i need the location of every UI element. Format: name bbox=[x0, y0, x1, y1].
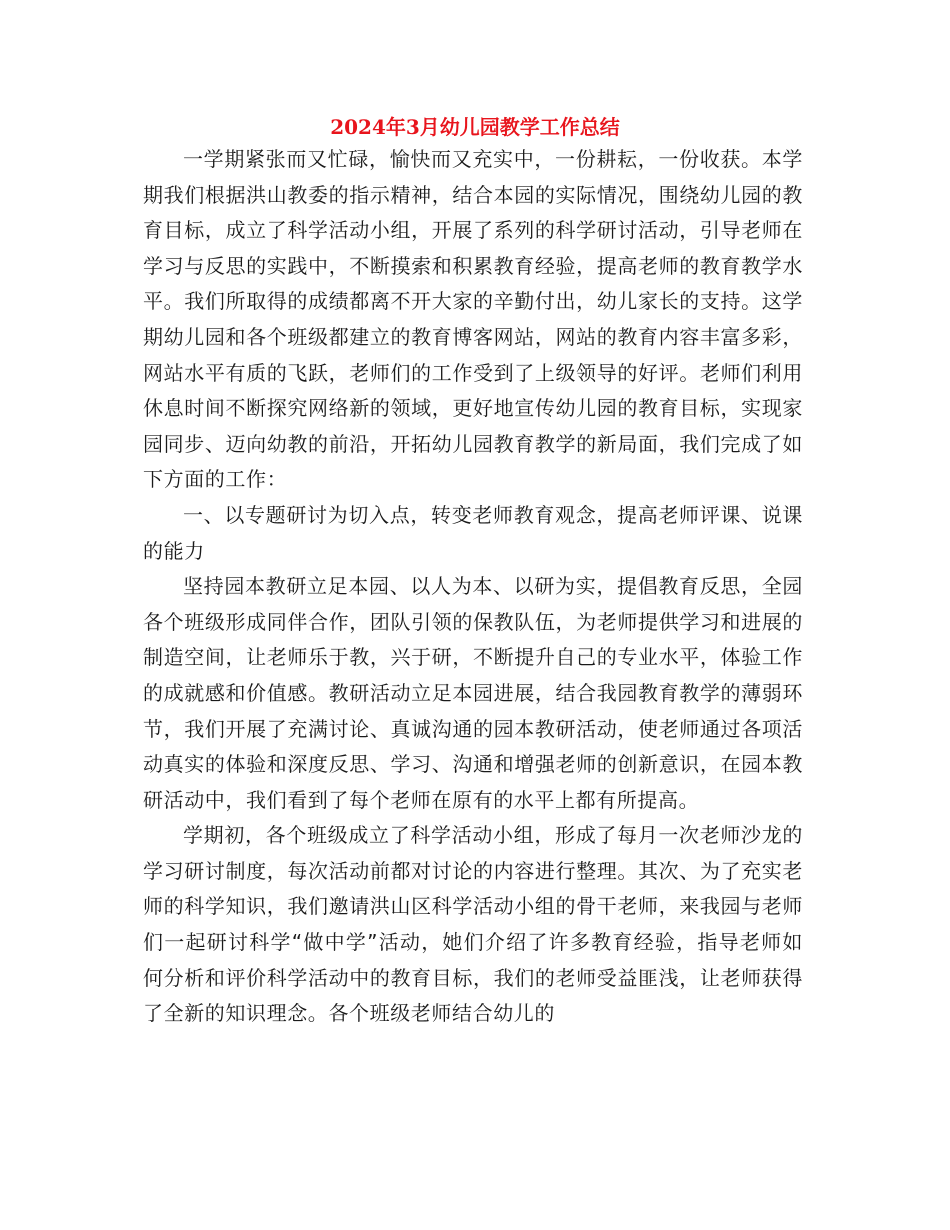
document-body bbox=[143, 142, 803, 1032]
document-title: 2024年3月幼儿园教学工作总结 bbox=[330, 115, 620, 139]
paragraph-teaching-research: 坚持园本教研立足本园、以人为本、以研为实，提倡教育反思，全园各个班级形成同伴合作，团队引领的保教队伍，为老师提供学习和进展的制造空间，让老师乐于教，兴于研，不断提升自己的专业水平，体验工作的成就感和价值感。教研活动立足本园进展，结合我园教育教学的薄弱环节，我们开展了充满讨论、真诚沟通的园本教研活动，使老师通过各项活动真实的体验和深度反思、学习、沟通和增强老师的创新意识，在园本教研活动中，我们看到了每个老师在原有的水平上都有所提高。 bbox=[143, 574, 803, 812]
paragraph-intro: 一学期紧张而又忙碌，愉快而又充实中，一份耕耘，一份收获。本学期我们根据洪山教委的指示精神，结合本园的实际情况，围绕幼儿园的教育目标，成立了科学活动小组，开展了系列的科学研讨活动，引导老师在学习与反思的实践中，不断摸索和积累教育经验，提高老师的教育教学水平。我们所取得的成绩都离不开大家的辛勤付出，幼儿家长的支持。这学期幼儿园和各个班级都建立的教育博客网站，网站的教育内容丰富多彩，网站水平有质的飞跃，老师们的工作受到了上级领导的好评。老师们利用休息时间不断探究网络新的领域，更好地宣传幼儿园的教育目标，实现家园同步、迈向幼教的前沿，开拓幼儿园教育教学的新局面，我们完成了如下方面的工作： bbox=[143, 147, 803, 492]
section-heading-1: 一、以专题研讨为切入点，转变老师教育观念，提高老师评课、说课的能力 bbox=[143, 502, 803, 563]
paragraph-science-group: 学期初，各个班级成立了科学活动小组，形成了每月一次老师沙龙的学习研讨制度，每次活动前都对讨论的内容进行整理。其次、为了充实老师的科学知识，我们邀请洪山区科学活动小组的骨干老师，来我园与老师们一起研讨科学“做中学”活动，她们介绍了许多教育经验，指导老师如何分析和评价科学活动中的教育目标，我们的老师受益匪浅，让老师获得了全新的知识理念。各个班级老师结合幼儿的 bbox=[143, 823, 803, 1026]
